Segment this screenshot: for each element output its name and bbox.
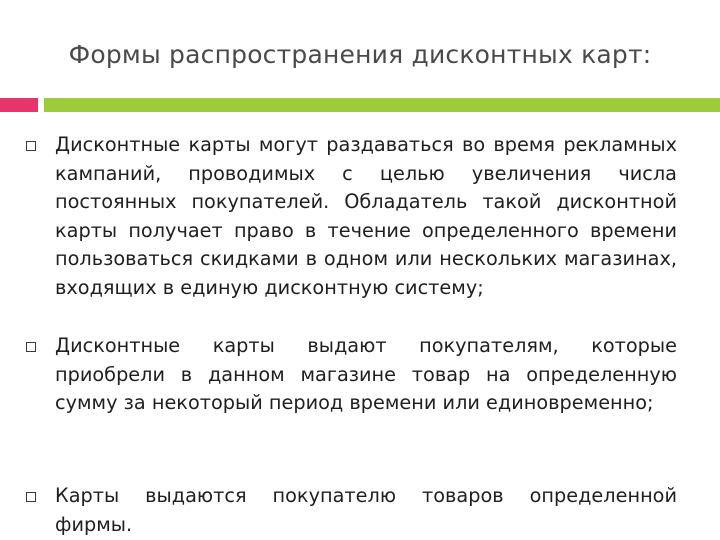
list-item-text: Дисконтные карты могут раздаваться во время рекламных кампаний, проводимых с целью увеличения числа постоянных покупателей. Обладатель такой дисконтной карты получает право в течение определенного времени пользоваться скидками в одном или нескольких магазинах, входящих в единую дисконтную систему; — [55, 133, 677, 299]
page-title: Формы распространения дисконтных карт: — [68, 40, 652, 69]
square-bullet-icon — [26, 492, 36, 502]
square-bullet-icon — [26, 342, 36, 352]
accent-bar-pink — [0, 98, 38, 112]
square-bullet-icon — [26, 141, 36, 151]
list-item-text: Дисконтные карты выдают покупателям, которые приобрели в данном магазине товар на определенную сумму за некоторый период времени или единовременно; — [55, 334, 677, 414]
list-item — [55, 482, 677, 539]
list-item-text: Карты выдаются покупателю товаров определенной фирмы. — [55, 484, 677, 536]
list-item — [55, 332, 677, 418]
accent-bar-green — [44, 98, 720, 112]
list-item — [55, 131, 677, 302]
